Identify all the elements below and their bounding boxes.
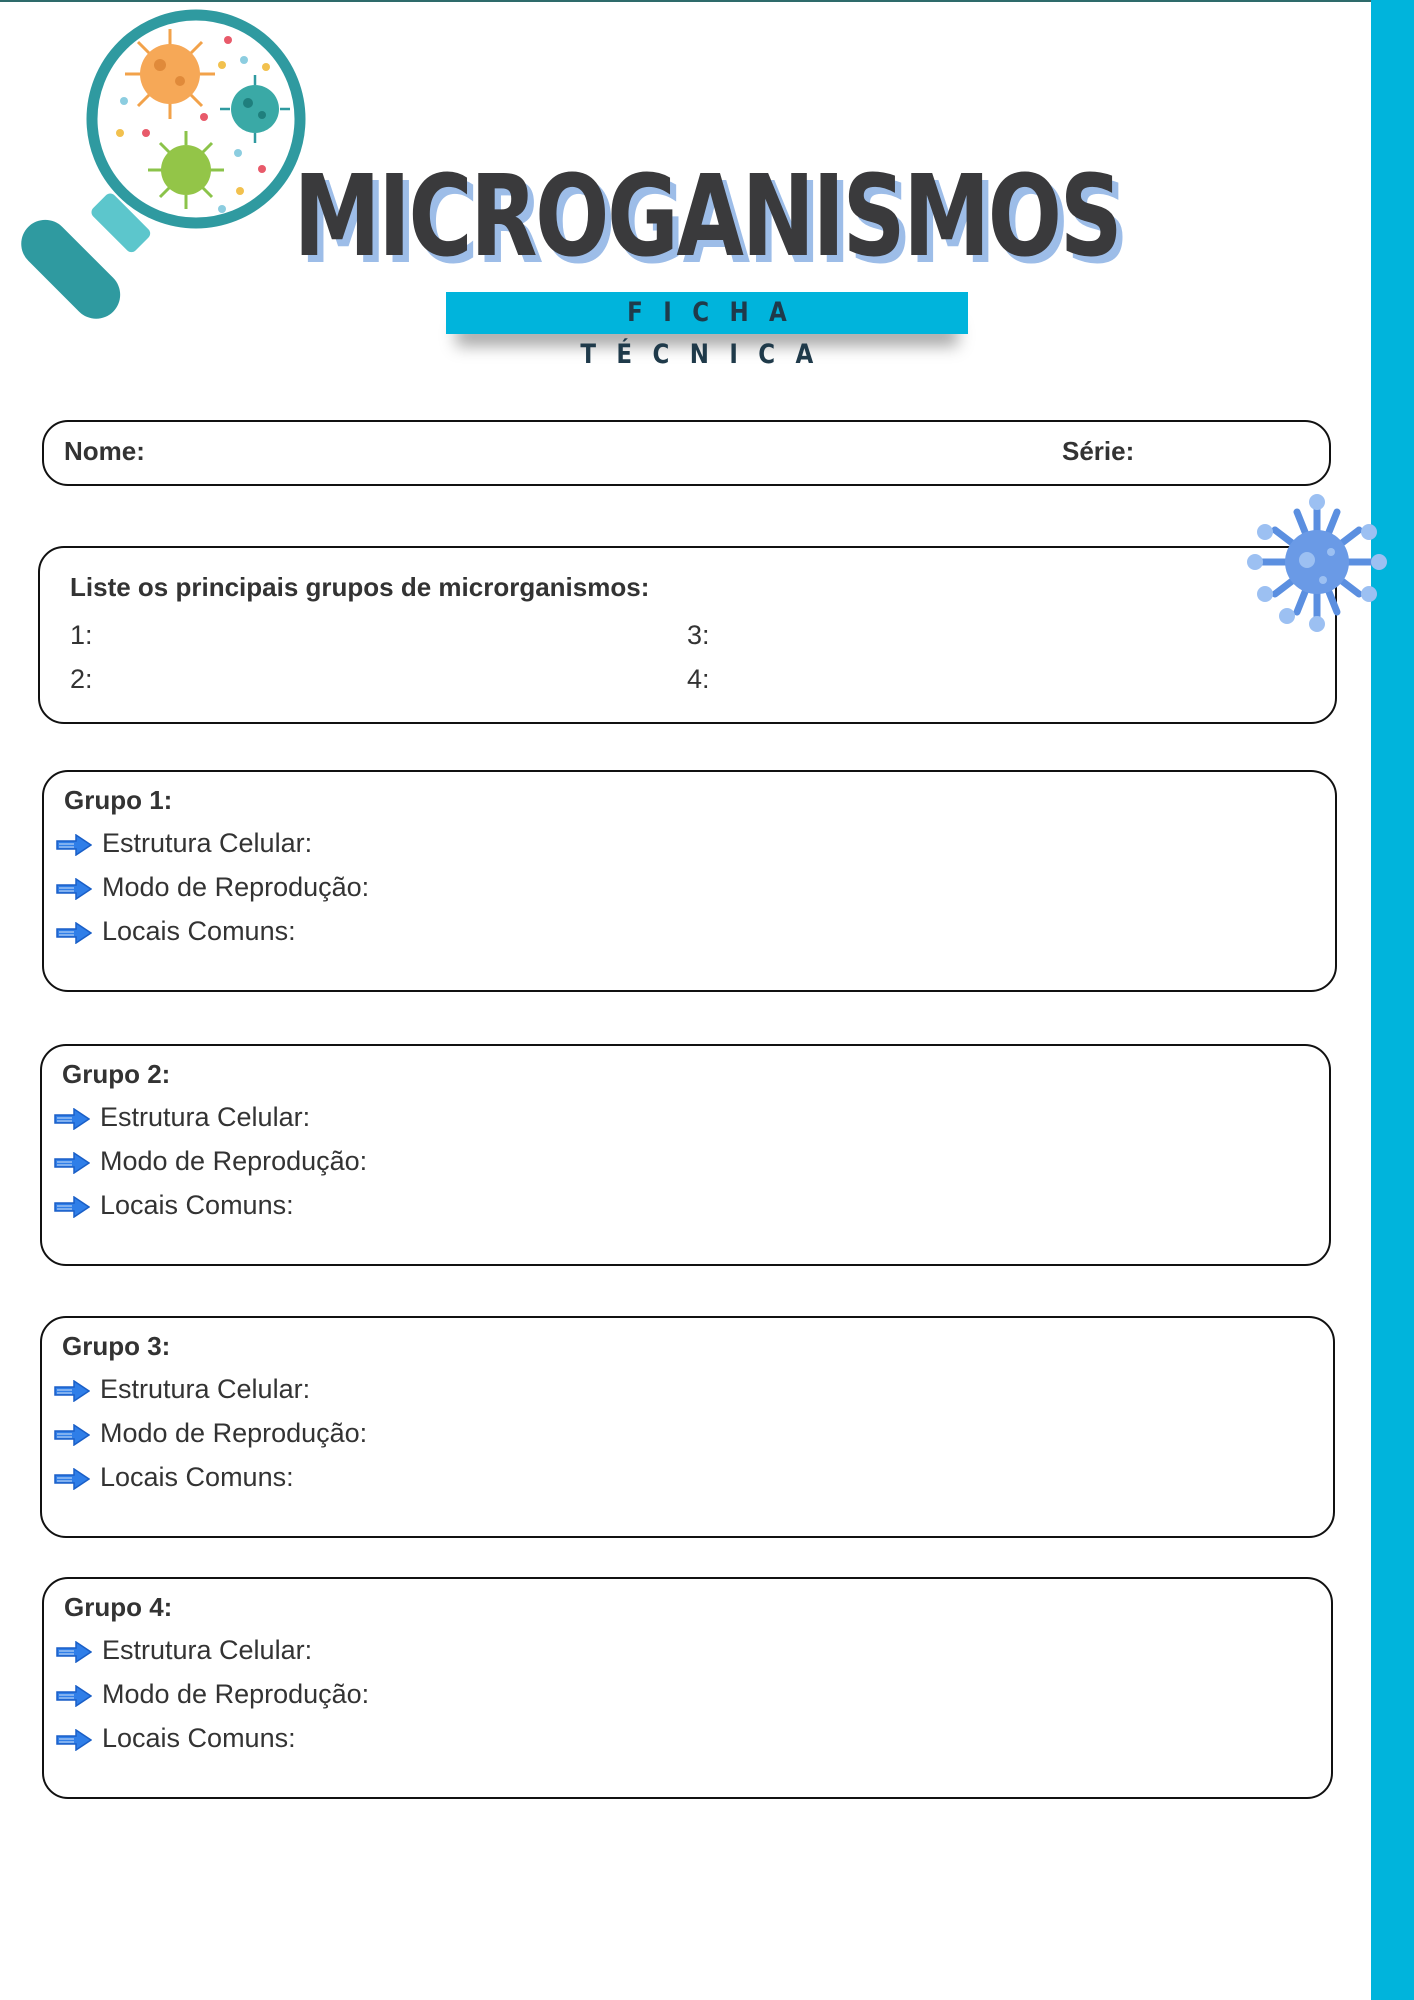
group-title: Grupo 2: bbox=[62, 1059, 171, 1089]
arrow-right-icon bbox=[54, 1108, 90, 1130]
arrow-right-icon bbox=[54, 1424, 90, 1446]
arrow-right-icon bbox=[56, 922, 92, 944]
group-field-label: Modo de Reprodução: bbox=[100, 1418, 368, 1448]
group-field-label: Modo de Reprodução: bbox=[102, 1679, 370, 1709]
arrow-right-icon bbox=[56, 834, 92, 856]
arrow-right-icon bbox=[56, 1641, 92, 1663]
group-list-item-1: 1: bbox=[70, 620, 93, 650]
arrow-right-icon bbox=[56, 1685, 92, 1707]
arrow-right-icon bbox=[54, 1152, 90, 1174]
page-subtitle: FICHA TÉCNICA bbox=[580, 297, 834, 370]
student-info-box bbox=[42, 420, 1331, 486]
top-border-line bbox=[0, 0, 1371, 2]
subtitle-banner bbox=[446, 292, 968, 370]
virus-icon bbox=[1245, 490, 1390, 635]
name-label: Nome: bbox=[64, 436, 145, 466]
arrow-right-icon bbox=[54, 1468, 90, 1490]
group-field-label: Locais Comuns: bbox=[100, 1462, 294, 1492]
group-title: Grupo 1: bbox=[64, 785, 173, 815]
group-field-label: Locais Comuns: bbox=[100, 1190, 294, 1220]
groups-list-heading: Liste os principais grupos de microrganismos: bbox=[70, 572, 650, 602]
arrow-right-icon bbox=[54, 1196, 90, 1218]
group-field-label: Estrutura Celular: bbox=[102, 1635, 313, 1665]
group-list-item-4: 4: bbox=[687, 664, 710, 694]
group-field-label: Modo de Reprodução: bbox=[100, 1146, 368, 1176]
group-field-label: Locais Comuns: bbox=[102, 916, 296, 946]
group-field-label: Estrutura Celular: bbox=[100, 1374, 311, 1404]
group-field-label: Estrutura Celular: bbox=[102, 828, 313, 858]
group-field-label: Modo de Reprodução: bbox=[102, 872, 370, 902]
group-list-item-3: 3: bbox=[687, 620, 710, 650]
page-title: MICROGANISMOS bbox=[293, 152, 1121, 282]
group-title: Grupo 3: bbox=[62, 1331, 171, 1361]
group-field-label: Estrutura Celular: bbox=[100, 1102, 311, 1132]
arrow-right-icon bbox=[56, 1729, 92, 1751]
arrow-right-icon bbox=[56, 878, 92, 900]
grade-label: Série: bbox=[1062, 436, 1135, 466]
group-list-item-2: 2: bbox=[70, 664, 93, 694]
group-field-label: Locais Comuns: bbox=[102, 1723, 296, 1753]
arrow-right-icon bbox=[54, 1380, 90, 1402]
side-accent-bar bbox=[1371, 0, 1414, 2000]
group-title: Grupo 4: bbox=[64, 1592, 173, 1622]
